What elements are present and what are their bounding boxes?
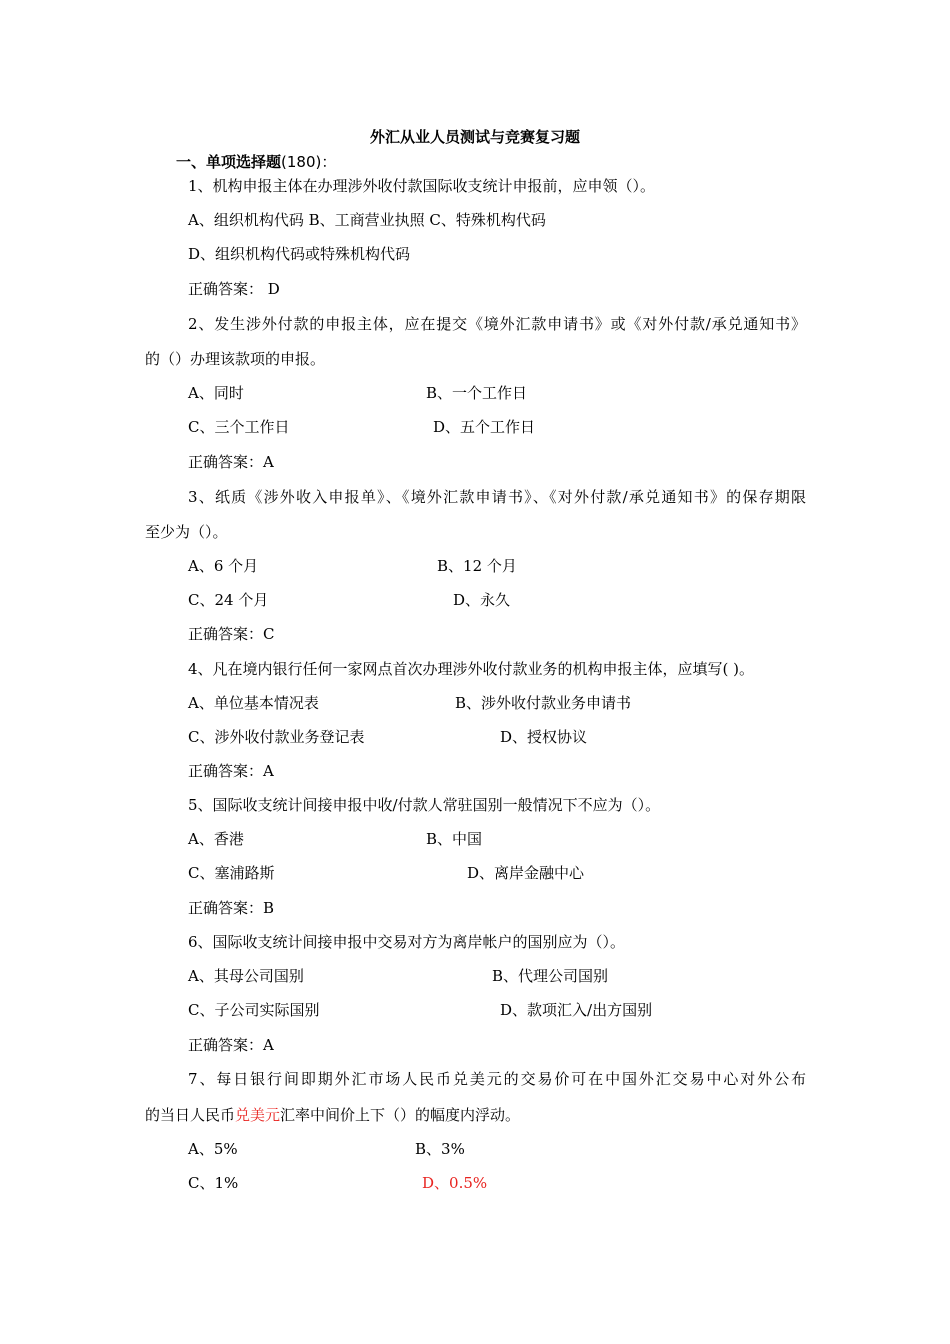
question-3-option-c: C、24 个月	[188, 591, 269, 609]
question-2-stem-line-1: 2、发生涉外付款的申报主体，应在提交《境外汇款申请书》或《对外付款/承兑通知书》	[188, 315, 806, 333]
question-6-option-a: A、其母公司国别	[188, 967, 304, 985]
question-7-option-a: A、5%	[188, 1140, 238, 1158]
question-2-option-c: C、三个工作日	[188, 418, 290, 436]
question-6-option-d: D、款项汇入/出方国别	[500, 1001, 653, 1019]
question-2-option-d: D、五个工作日	[433, 418, 536, 436]
question-2-stem-line-2: 的（）办理该款项的申报。	[145, 350, 326, 368]
question-2-option-a: A、同时	[188, 384, 244, 402]
question-3-answer: 正确答案：C	[188, 625, 275, 643]
question-7-option-c: C、1%	[188, 1174, 239, 1192]
question-4-answer: 正确答案：A	[188, 762, 274, 780]
question-7-stem-line-1: 7、每日银行间即期外汇市场人民币兑美元的交易价可在中国外汇交易中心对外公布	[188, 1070, 806, 1088]
section-colon: ：	[321, 153, 337, 171]
section-heading	[176, 151, 336, 173]
question-3-option-a: A、6 个月	[188, 557, 259, 575]
question-4-option-a: A、单位基本情况表	[188, 694, 319, 712]
section-count: (180)	[281, 153, 322, 171]
question-6-option-b: B、代理公司国别	[492, 967, 609, 985]
question-7-option-b: B、3%	[415, 1140, 465, 1158]
question-7-stem-line-2	[145, 1104, 520, 1126]
question-5-answer: 正确答案：B	[188, 899, 275, 917]
question-6-stem: 6、国际收支统计间接申报中交易对方为离岸帐户的国别应为（）。	[188, 933, 626, 951]
question-4-option-d: D、授权协议	[500, 728, 588, 746]
question-1-stem: 1、机构申报主体在办理涉外收付款国际收支统计申报前，应申领（）。	[188, 177, 656, 195]
question-2-answer: 正确答案：A	[188, 453, 274, 471]
question-4-option-b: B、涉外收付款业务申请书	[455, 694, 632, 712]
question-2-option-b: B、一个工作日	[426, 384, 528, 402]
question-5-option-a: A、香港	[188, 830, 244, 848]
question-5-option-b: B、中国	[426, 830, 483, 848]
question-5-stem: 5、国际收支统计间接申报中收/付款人常驻国别一般情况下不应为（）。	[188, 796, 661, 814]
question-3-stem-line-1: 3、纸质《涉外收入申报单》、《境外汇款申请书》、《对外付款/承兑通知书》的保存期限	[188, 488, 806, 506]
question-1-options-line-1: A、组织机构代码 B、工商营业执照 C、特殊机构代码	[188, 211, 546, 229]
page-title: 外汇从业人员测试与竞赛复习题	[369, 128, 580, 146]
question-4-option-c: C、涉外收付款业务登记表	[188, 728, 365, 746]
question-7-stem-pre: 的当日人民币	[145, 1106, 236, 1124]
section-label: 一、单项选择题	[176, 153, 282, 171]
question-6-answer: 正确答案：A	[188, 1036, 274, 1054]
question-3-option-b: B、12 个月	[437, 557, 517, 575]
question-3-stem-line-2: 至少为（）。	[145, 523, 228, 541]
question-4-stem: 4、凡在境内银行任何一家网点首次办理涉外收付款业务的机构申报主体，应填写( )。	[188, 660, 755, 678]
question-3-option-d: D、永久	[453, 591, 511, 609]
question-7-stem-post: 汇率中间价上下（）的幅度内浮动。	[280, 1106, 521, 1124]
question-6-option-c: C、子公司实际国别	[188, 1001, 320, 1019]
question-1-options-line-2: D、组织机构代码或特殊机构代码	[188, 245, 411, 263]
question-5-option-c: C、塞浦路斯	[188, 864, 275, 882]
question-7-option-d: D、0.5%	[422, 1174, 488, 1192]
question-1-answer: 正确答案： D	[188, 280, 280, 298]
question-5-option-d: D、离岸金融中心	[467, 864, 585, 882]
question-7-stem-highlight: 兑美元	[235, 1106, 281, 1124]
